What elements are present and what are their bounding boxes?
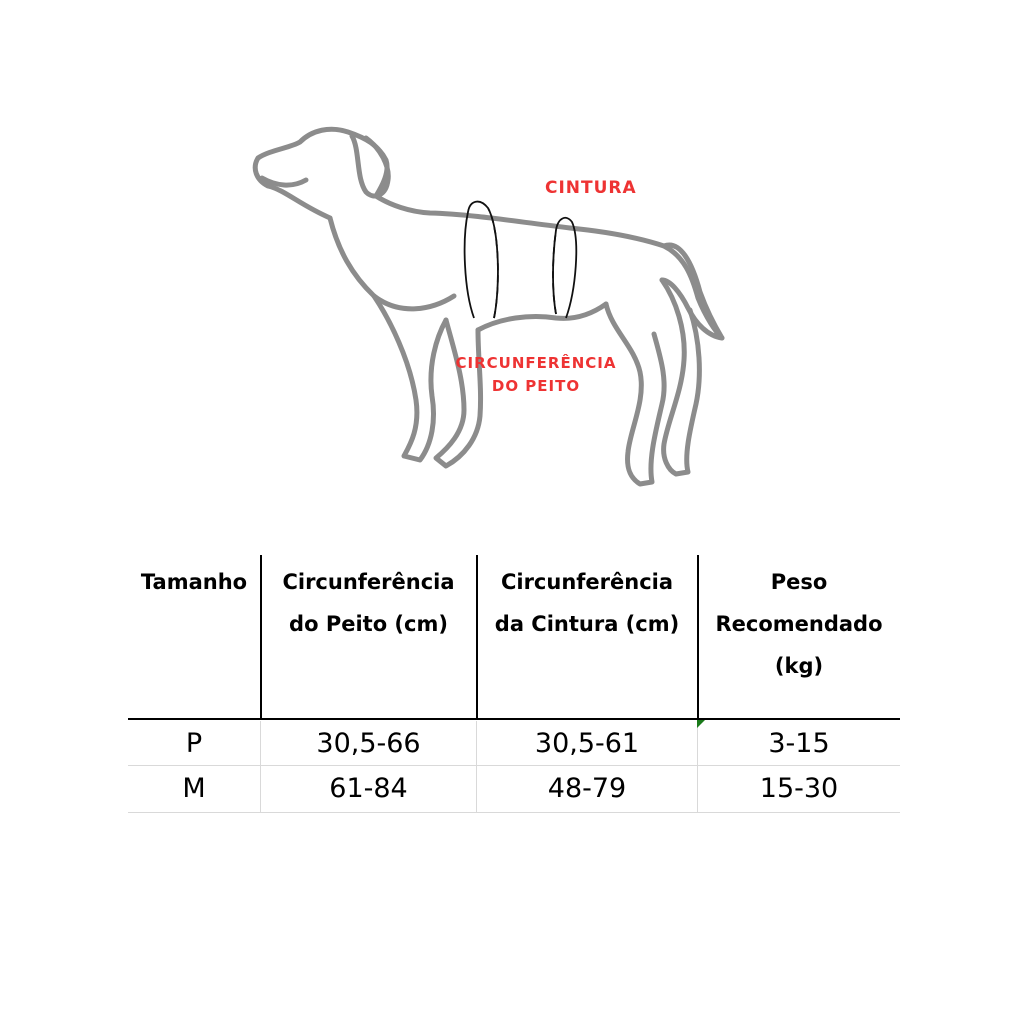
header-chest-line2: do Peito (cm) xyxy=(289,612,448,636)
cell-weight-m: 15-30 xyxy=(759,773,839,804)
dog-hind-leg-back-outline xyxy=(662,280,699,474)
size-table xyxy=(128,555,900,815)
dog-front-leg-outline xyxy=(374,296,446,460)
cell-waist-m: 48-79 xyxy=(547,773,627,804)
row-rule xyxy=(128,812,900,813)
header-divider xyxy=(260,555,262,719)
header-chest xyxy=(261,561,476,645)
header-rule xyxy=(128,718,900,720)
row-rule xyxy=(128,765,900,766)
header-size xyxy=(128,561,260,603)
header-weight-line3: (kg) xyxy=(774,654,824,678)
cell-weight-p: 3-15 xyxy=(768,728,830,759)
chest-label-line1: CIRCUNFERÊNCIA xyxy=(455,354,617,372)
header-waist-line2: da Cintura (cm) xyxy=(494,612,680,636)
cell-size-p: P xyxy=(185,728,203,759)
header-weight xyxy=(698,561,900,687)
cell-waist-p: 30,5-61 xyxy=(534,728,640,759)
dog-chest-outline xyxy=(330,218,454,309)
header-divider xyxy=(476,555,478,719)
cell-size-m: M xyxy=(182,773,206,804)
dog-belly-outline xyxy=(478,304,606,330)
cell-chest-p: 30,5-66 xyxy=(316,728,421,759)
header-chest-line1: Circunferência xyxy=(282,570,455,594)
waist-measure-loop xyxy=(553,218,576,318)
chest-label xyxy=(446,352,626,398)
header-weight-line1: Peso xyxy=(770,570,828,594)
dog-head-outline xyxy=(255,129,387,218)
header-size-line1: Tamanho xyxy=(140,570,248,594)
header-waist-line1: Circunferência xyxy=(500,570,674,594)
waist-label: CINTURA xyxy=(545,178,637,198)
cell-chest-m: 61-84 xyxy=(329,773,408,804)
header-divider xyxy=(697,555,699,719)
header-waist xyxy=(477,561,697,645)
header-weight-line2: Recomendado xyxy=(715,612,883,636)
chest-label-line2: DO PEITO xyxy=(491,377,581,395)
